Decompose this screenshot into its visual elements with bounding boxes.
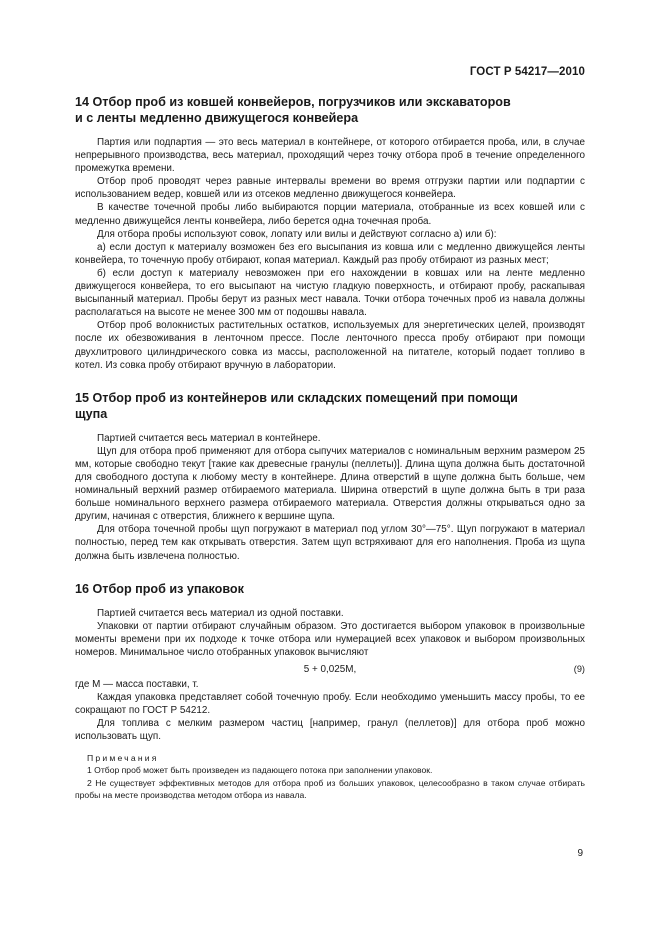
section-14-title <box>75 94 585 126</box>
section-15-title-line1: 15 Отбор проб из контейнеров или складских помещений при помощи <box>75 390 518 405</box>
document-header: ГОСТ Р 54217—2010 <box>469 66 585 78</box>
paragraph: Каждая упаковка представляет собой точечную пробу. Если необходимо уменьшить массу пробы, то ее сокращают по ГОСТ Р 54212. <box>75 692 585 717</box>
paragraph: Партией считается весь материал в контейнере. <box>97 432 321 444</box>
paragraph: Для отбора точечной пробы щуп погружают в материал под углом 30°—75°. Щуп погружают в материал полностью, перед тем как открывать отверстия. Затем щуп встряхивают для его наполнения. Проба из щупа должна быть извлечена полностью. <box>75 524 585 562</box>
section-14-title-line2: и с ленты медленно движущегося конвейера <box>75 111 359 125</box>
note-item: 2 Не существует эффективных методов для отбора проб из больших упаковок, целесообразно в таком случае отбирать пробы на месте производства методом отбора из навала. <box>75 777 585 801</box>
section-15-title <box>75 390 585 422</box>
page-number: 9 <box>577 848 583 859</box>
list-item-b: б) если доступ к материалу невозможен при его нахождении в ковшах или на ленте медленно движущегося конвейера, то его высыпают на чистую гладкую поверхность, и отбирают пробу, раскапывая высыпанный материал. Пробы берут из разных мест навала. Точки отбора точечных проб из навала должны располагаться на высоте не менее 300 мм от подошвы навала. <box>75 267 585 319</box>
section-16 <box>75 581 585 802</box>
document-body <box>75 94 585 802</box>
formula-number: (9) <box>573 664 585 674</box>
section-14-title-line1: 14 Отбор проб из ковшей конвейеров, погрузчиков или экскаваторов <box>75 95 511 109</box>
paragraph: Для топлива с мелким размером частиц [например, гранул (пеллетов)] для отбора проб можно использовать щуп. <box>75 718 585 743</box>
formula <box>75 663 585 676</box>
paragraph: Щуп для отбора проб применяют для отбора сыпучих материалов с номинальным верхним размером 25 мм, которые свободно текут [такие как древесные гранулы (пеллеты)]. Длина щупа должна быть достаточной для свободного доступа к любому месту в контейнере. Длина отверстий в щупе должна быть больше, чем номинальный верхний размер отбираемого материала. Ширина отверстий в щупе должна быть в три раза больше номинального верхнего размера отбираемого материала. Отверстия должны открываться одно за другим, начиная с отверстия, ближнего к вершине щупа. <box>75 445 585 523</box>
paragraph: В качестве точечной пробы либо выбираются порции материала, отобранные из всех ковшей или с медленно движущейся ленты конвейера, либо берется одна точечная проба. <box>75 202 585 227</box>
formula-expression: 5 + 0,025M, <box>303 664 357 675</box>
section-15-title-line2: щупа <box>75 406 108 421</box>
paragraph: Отбор проб волокнистых растительных остатков, используемых для энергетических целей, производят после их обезвоживания в ленточном прессе. После ленточного пресса пробу отбирают при помощи двухлитрового цилиндрического совка из массы, расположенной на питателе, который подает топливо в котел. Из совка пробу отбирают вручную в лаборатории. <box>75 320 585 371</box>
formula-where: где M — масса поставки, т. <box>75 679 199 691</box>
list-item-a: а) если доступ к материалу возможен без его высыпания из ковша или с медленно движущейся ленты конвейера, то точечную пробу отбирают, копая материал. Каждый раз пробу отбирают из разных мест; <box>75 241 585 266</box>
note-item: 1 Отбор проб может быть произведен из падающего потока при заполнении упаковок. <box>87 765 433 776</box>
section-16-title: 16 Отбор проб из упаковок <box>75 581 244 596</box>
paragraph: Упаковки от партии отбирают случайным образом. Это достигается выбором упаковок в произвольные моменты времени при их подходе к точке отбора или нумерацией всех упаковок и выбором произвольных номеров. Минимальное число отобранных упаковок вычисляют <box>75 620 585 658</box>
notes <box>75 752 585 802</box>
paragraph: Партией считается весь материал из одной поставки. <box>97 607 344 619</box>
paragraph: Отбор проб проводят через равные интервалы времени во время отгрузки партии или подпартии с использованием ведер, ковшей или из отсеков медленно движущегося конвейера. <box>75 176 585 201</box>
notes-title: Примечания <box>87 752 159 763</box>
paragraph: Для отбора пробы используют совок, лопату или вилы и действуют согласно а) или б): <box>97 228 497 240</box>
section-15 <box>75 390 585 563</box>
paragraph: Партия или подпартия — это весь материал в контейнере, от которого отбирается проба, или, в случае непрерывного производства, весь материал, проходящий через точку отбора проб в течение определенного промежутка времени. <box>75 137 585 175</box>
section-14 <box>75 94 585 372</box>
